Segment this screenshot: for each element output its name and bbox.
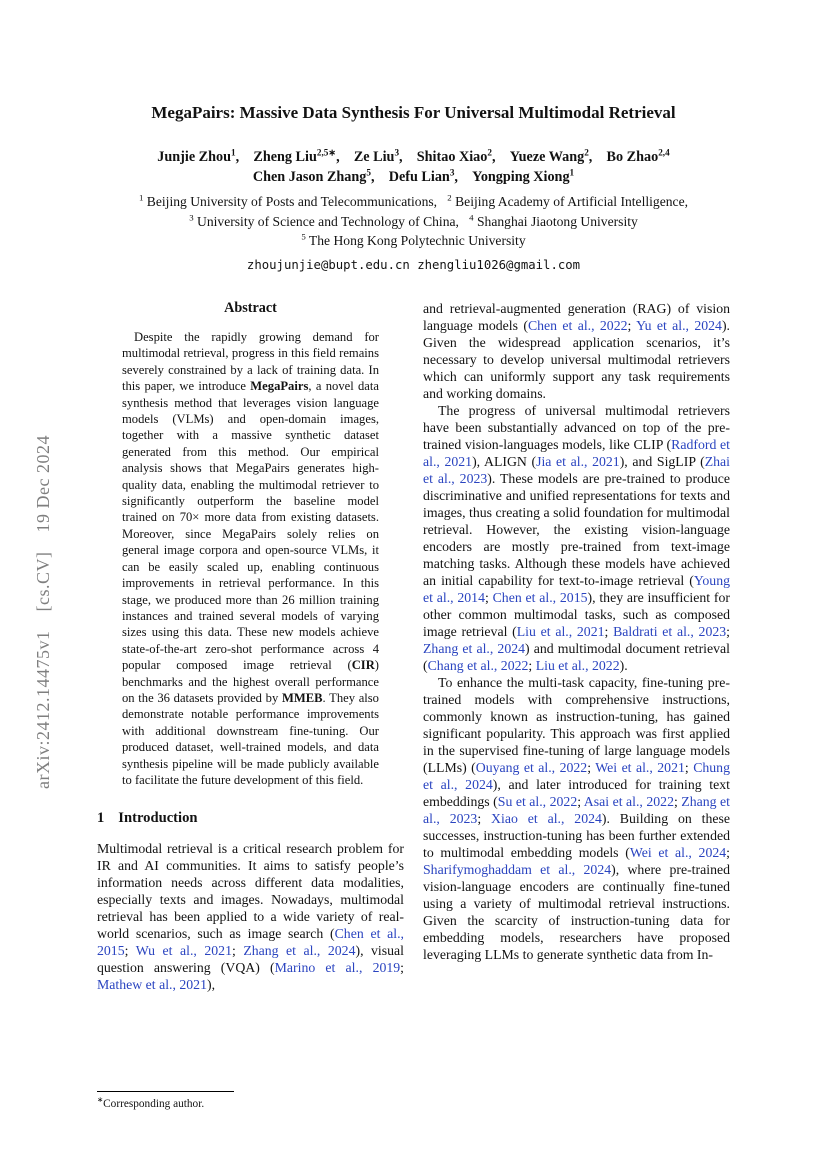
- right-column: [423, 300, 730, 963]
- abstract-body: Despite the rapidly growing demand for multimodal retrieval, progress in this field remains severely constrained by a lack of training data. In this paper, we introduce MegaPairs, a novel data synthesis method that leverages vision language models (VLMs) and open-domain images, together with a massive synthetic dataset generated from this method. Our empirical analysis shows that MegaPairs generates high-quality data, enabling the multimodal retriever to significantly outperform the baseline model trained on 70× more data from existing datasets. Moreover, since MegaPairs solely relies on general image corpora and open-source VLMs, it can be easily scaled up, enabling continuous improvements in retrieval performance. In this stage, we produced more than 26 million training instances and trained several models of varying sizes using this data. These new models achieve state-of-the-art zero-shot performance across 4 popular composed image retrieval (CIR) benchmarks and the highest overall performance on the 36 datasets provided by MMEB. They also demonstrate notable performance improvements with additional downstream fine-tuning. Our produced dataset, well-trained models, and data synthesis pipeline will be made publicly available to facilitate the future development of this field.: [122, 330, 379, 787]
- affiliations: [60, 192, 767, 251]
- intro-paragraph-3: The progress of universal multimodal retrievers have been substantially advanced on top of the pre-trained vision-languages models, like CLIP (Radford et al., 2021), ALIGN (Jia et al., 2021), and SigLIP (Zhai et al., 2023). These models are pre-trained to produce discriminative and unified representations for texts and images, thus creating a solid foundation for multimodal retrieval. However, the existing vision-language encoders are mostly pre-trained from text-image matching tasks. Although these models have achieved an initial capability for text-to-image retrieval (Young et al., 2014; Chen et al., 2015), they are insufficient for other common multimodal tasks, such as composed image retrieval (Liu et al., 2021; Baldrati et al., 2023; Zhang et al., 2024) and multimodal document retrieval (Chang et al., 2022; Liu et al., 2022).: [423, 403, 730, 673]
- citation-link[interactable]: Chung et al., 2024: [423, 760, 730, 792]
- intro-paragraph-1: Multimodal retrieval is a critical research problem for IR and AI communities. It aims to satisfy people’s information needs across different data modalities, especially texts and images. Nowadays, multimodal retrieval has been applied to a wide variety of real-world scenarios, such as image search (Chen et al., 2015; Wu et al., 2021; Zhang et al., 2024), visual question answering (VQA) (Marino et al., 2019; Mathew et al., 2021),: [97, 841, 405, 993]
- citation-link[interactable]: Marino et al., 2019: [274, 960, 401, 976]
- affiliation-line-3: $^5$ The Hong Kong Polytechnic University: [301, 231, 526, 248]
- authors-line-1: Junjie Zhou$^1$, Zheng Liu$^{2,5∗}$, Ze Liu$^3$, Shitao Xiao$^2$, Yueze Wang$^2$, Bo Zhao$^{2,4}$: [157, 147, 670, 165]
- citation-link[interactable]: Liu et al., 2021: [516, 624, 605, 639]
- paper-title: MegaPairs: Massive Data Synthesis For Universal Multimodal Retrieval: [151, 103, 676, 122]
- citation-link[interactable]: Zhai et al., 2023: [423, 454, 730, 486]
- citation-link[interactable]: Chen et al., 2022: [527, 318, 628, 333]
- citation-link[interactable]: Zhang et al., 2024: [423, 641, 526, 656]
- citation-link[interactable]: Su et al., 2022: [497, 794, 578, 809]
- citation-link[interactable]: Chen et al., 2015: [492, 590, 588, 605]
- citation-link[interactable]: Radford et al., 2021: [423, 437, 730, 469]
- citation-link[interactable]: Young et al., 2014: [423, 573, 730, 605]
- citation-link[interactable]: Mathew et al., 2021: [97, 977, 207, 993]
- citation-link[interactable]: Zhang et al., 2023: [423, 794, 730, 826]
- arxiv-watermark: arXiv:2412.14475v1 [cs.CV] 19 Dec 2024: [33, 435, 53, 789]
- section-number: 1: [97, 810, 105, 827]
- affiliation-line-1: $^1$ Beijing University of Posts and Telecommunications, $^2$ Beijing Academy of Artificial Intelligence,: [138, 192, 689, 209]
- author-emails: zhoujunjie@bupt.edu.cn zhengliu1026@gmail.com: [246, 257, 581, 272]
- citation-link[interactable]: Liu et al., 2022: [535, 658, 620, 673]
- section-title: Introduction: [118, 810, 198, 827]
- footnote-text: ∗Corresponding author.: [97, 1095, 205, 1110]
- citation-link[interactable]: Asai et al., 2022: [583, 794, 674, 809]
- citation-link[interactable]: Yu et al., 2024: [636, 318, 722, 333]
- paper-header: [60, 103, 767, 272]
- citation-link[interactable]: Wei et al., 2021: [595, 760, 685, 775]
- citation-link[interactable]: Xiao et al., 2024: [491, 811, 602, 826]
- authors-line-2: Chen Jason Zhang$^5$, Defu Lian$^3$, Yongping Xiong$^1$: [252, 167, 575, 185]
- citation-link[interactable]: Zhang et al., 2024: [243, 943, 356, 959]
- affiliation-line-2: $^3$ University of Science and Technology of China, $^4$ Shanghai Jiaotong University: [189, 211, 638, 229]
- intro-paragraph-4: To enhance the multi-task capacity, fine-tuning pre-trained models with comprehensive instructions, commonly known as instruction-tuning, has gained significant popularity. This approach was first applied in the supervised fine-tuning of large language models (LLMs) (Ouyang et al., 2022; Wei et al., 2021; Chung et al., 2024), and later introduced for training text embeddings (Su et al., 2022; Asai et al., 2022; Zhang et al., 2023; Xiao et al., 2024). Building on these successes, instruction-tuning has been further extended to multimodal embedding models (Wei et al., 2024; Sharifymoghaddam et al., 2024), where pre-trained vision-language encoders are continually fine-tuned using a variety of multimodal retrieval instructions. Given the scarcity of instruction-tuning data for embedding models, researchers have proposed leveraging LLMs to generate synthetic data from In-: [423, 675, 730, 962]
- citation-link[interactable]: Ouyang et al., 2022: [475, 760, 588, 775]
- citation-link[interactable]: Wei et al., 2024: [629, 845, 727, 860]
- footnote-rule: [97, 1091, 234, 1092]
- citation-link[interactable]: Baldrati et al., 2023: [613, 624, 727, 639]
- citation-link[interactable]: Chang et al., 2022: [427, 658, 529, 673]
- section-1-heading: [97, 810, 404, 827]
- citation-link[interactable]: Wu et al., 2021: [135, 943, 232, 959]
- corresponding-author-footnote: [97, 1091, 404, 1111]
- citation-link[interactable]: Chen et al., 2015: [97, 926, 404, 959]
- citation-link[interactable]: Jia et al., 2021: [536, 454, 620, 469]
- abstract-heading: Abstract: [224, 300, 277, 316]
- citation-link[interactable]: Sharifymoghaddam et al., 2024: [423, 862, 612, 877]
- intro-paragraph-2: and retrieval-augmented generation (RAG) of vision language models (Chen et al., 2022; Yu et al., 2024). Given the widespread application scenarios, it’s necessary to develop universal multimodal retrievers which can uniformly support any task requirements and working domains.: [423, 301, 730, 401]
- left-column: [97, 300, 404, 993]
